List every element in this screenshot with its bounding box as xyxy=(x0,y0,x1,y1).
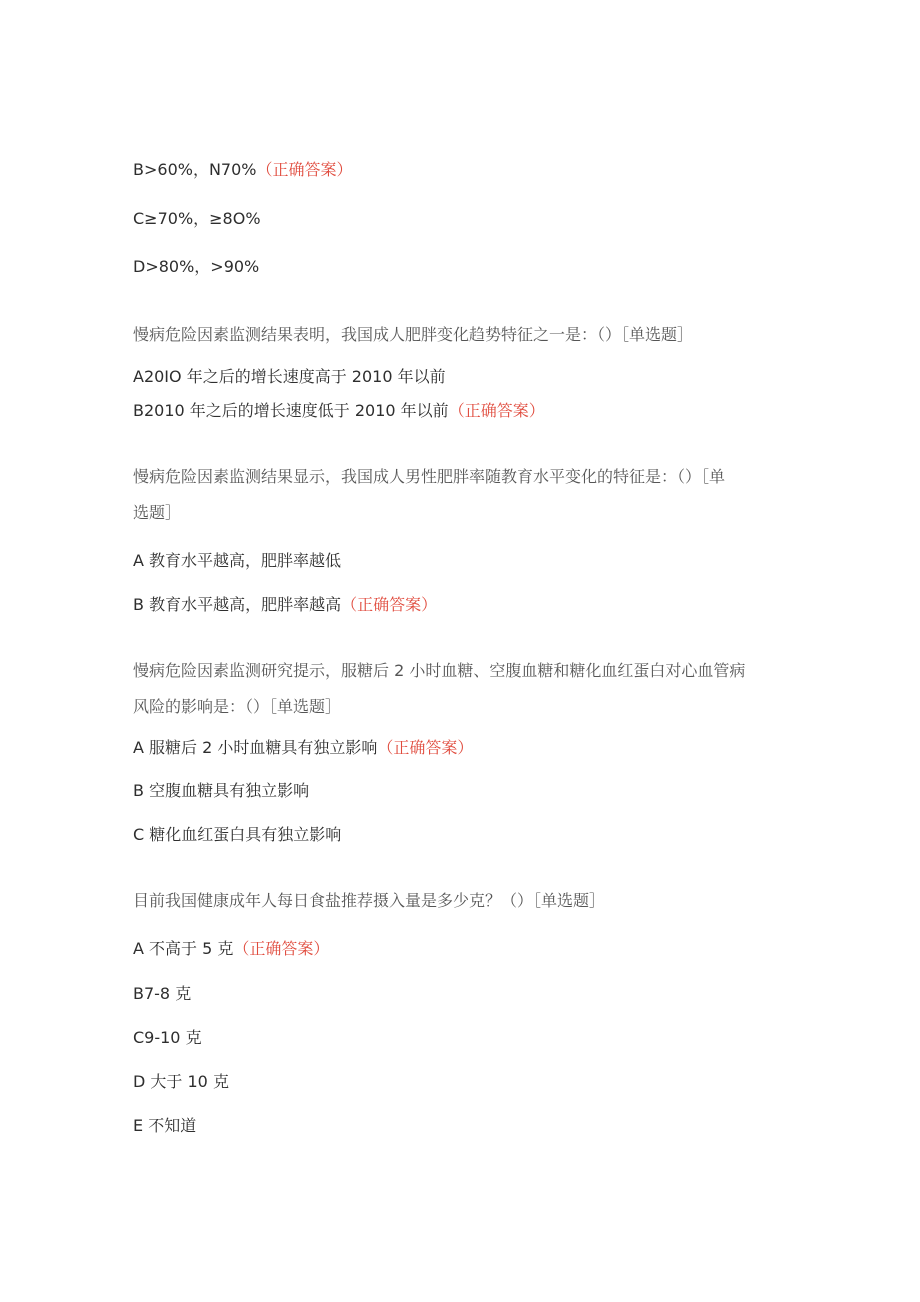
option-text: C9-10 克 xyxy=(133,1028,202,1047)
option-text: A20IO 年之后的增长速度高于 2010 年以前 xyxy=(133,367,446,386)
correct-answer-marker: （正确答案） xyxy=(377,738,474,757)
question-text-continued xyxy=(133,502,793,524)
question-text xyxy=(133,660,793,682)
option-a xyxy=(133,938,793,960)
option-text: A 服糖后 2 小时血糖具有独立影响 xyxy=(133,738,378,757)
option-text: A 教育水平越高，肥胖率越低 xyxy=(133,551,342,570)
question-stem: 目前我国健康成年人每日食盐推荐摄入量是多少克？（）［单选题］ xyxy=(133,891,606,910)
question-stem: 选题］ xyxy=(133,503,182,522)
correct-answer-marker: （正确答案） xyxy=(256,160,353,179)
correct-answer-marker: （正确答案） xyxy=(341,595,438,614)
option-b xyxy=(133,159,793,181)
option-b xyxy=(133,780,793,802)
option-text: D>80%，>90% xyxy=(133,257,260,276)
question-text xyxy=(133,466,793,488)
option-text: B2010 年之后的增长速度低于 2010 年以前 xyxy=(133,401,449,420)
correct-answer-marker: （正确答案） xyxy=(233,939,330,958)
option-b xyxy=(133,400,793,422)
question-text xyxy=(133,324,793,346)
option-a xyxy=(133,366,793,388)
question-text-continued xyxy=(133,696,793,718)
option-text: A 不高于 5 克 xyxy=(133,939,234,958)
question-stem: 慢病危险因素监测研究提示，服糖后 2 小时血糖、空腹血糖和糖化血红蛋白对心血管病 xyxy=(133,661,746,680)
option-a xyxy=(133,550,793,572)
option-text: B>60%，N70% xyxy=(133,160,257,179)
correct-answer-marker: （正确答案） xyxy=(448,401,545,420)
question-stem: 慢病危险因素监测结果显示，我国成人男性肥胖率随教育水平变化的特征是：（）［单 xyxy=(133,467,726,486)
question-text xyxy=(133,890,793,912)
question-stem: 慢病危险因素监测结果表明，我国成人肥胖变化趋势特征之一是：（）［单选题］ xyxy=(133,325,694,344)
option-c xyxy=(133,208,793,230)
option-text: C≥70%，≥8O% xyxy=(133,209,261,228)
option-d xyxy=(133,256,793,278)
option-b xyxy=(133,983,793,1005)
option-text: B7-8 克 xyxy=(133,984,192,1003)
question-stem: 风险的影响是：（）［单选题］ xyxy=(133,697,342,716)
option-e xyxy=(133,1115,793,1137)
option-text: C 糖化血红蛋白具有独立影响 xyxy=(133,825,342,844)
option-text: D 大于 10 克 xyxy=(133,1072,229,1091)
option-c xyxy=(133,1027,793,1049)
option-d xyxy=(133,1071,793,1093)
option-text: E 不知道 xyxy=(133,1116,197,1135)
option-a xyxy=(133,737,793,759)
option-text: B 空腹血糖具有独立影响 xyxy=(133,781,310,800)
option-c xyxy=(133,824,793,846)
option-text: B 教育水平越高，肥胖率越高 xyxy=(133,595,342,614)
option-b xyxy=(133,594,793,616)
